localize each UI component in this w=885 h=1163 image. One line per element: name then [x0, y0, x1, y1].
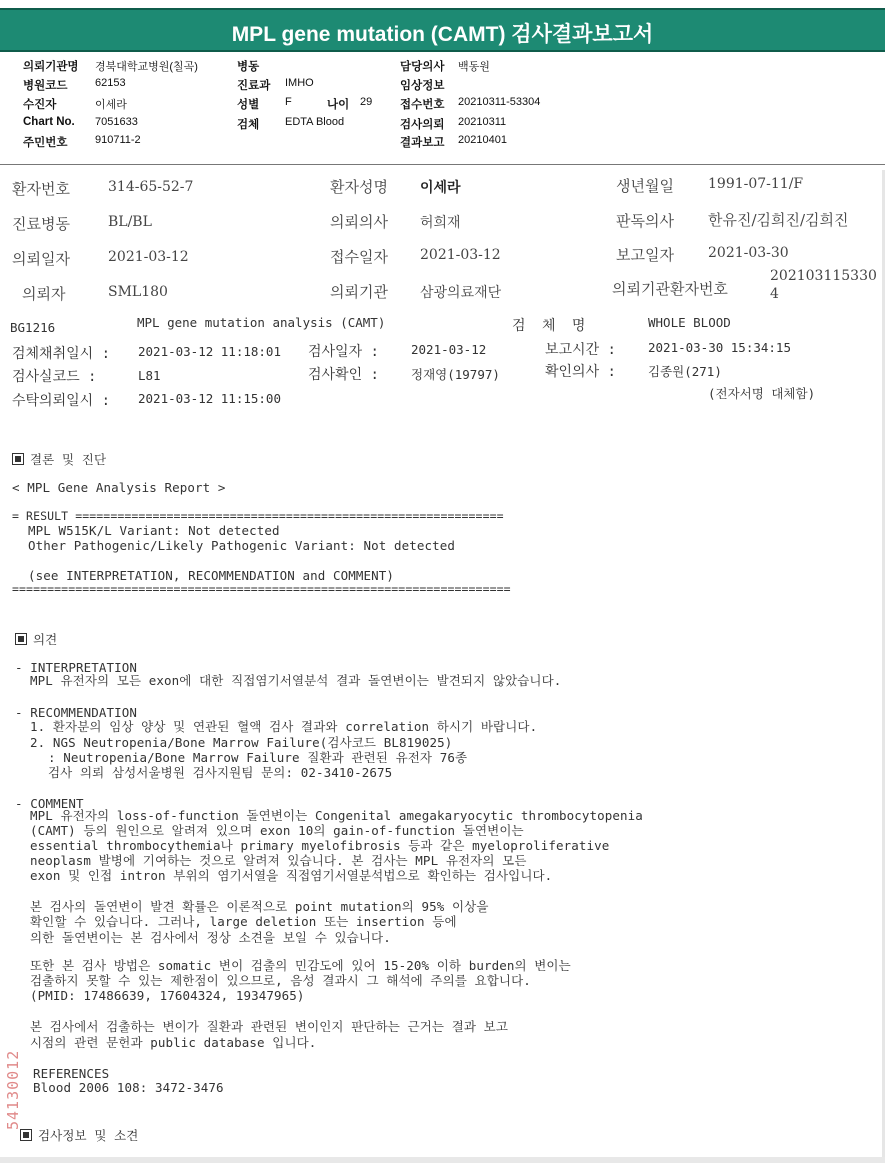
reference-1: Blood 2006 108: 3472-3476 — [33, 1080, 224, 1095]
report-label: 결과보고 — [400, 137, 445, 149]
institution-row — [23, 58, 79, 74]
doctor-label: 담당의사 — [400, 61, 445, 73]
room-value: L81 — [138, 368, 161, 383]
section-square-icon — [12, 453, 24, 465]
recv-date-label: 접수일자 — [330, 248, 388, 266]
hospital-code-label: 병원코드 — [23, 80, 68, 92]
exam-specimen-label: 검 체 명 — [512, 318, 586, 334]
confirm-doc-label: 확인의사 : — [545, 364, 616, 380]
collect-value: 2021-03-12 11:18:01 — [138, 344, 281, 359]
report-title-line: < MPL Gene Analysis Report > — [12, 480, 226, 495]
patient-label: 수진자 — [23, 99, 57, 111]
esign-note: (전자서명 대체함) — [708, 386, 816, 401]
recommendation-2: 2. NGS Neutropenia/Bone Marrow Failure(검사코드 BL819025) — [30, 735, 453, 750]
age-value: 29 — [360, 96, 373, 108]
conclusion-heading: 결론 및 진단 — [12, 450, 106, 468]
ward-label: 병동 — [237, 61, 260, 73]
comment-4: neoplasm 발병에 기여하는 것으로 알려져 있습니다. 본 검사는 MPL 유전자의 모든 — [30, 853, 527, 868]
patient-value: 이세라 — [95, 99, 127, 111]
exam-date-value: 2021-03-12 — [411, 342, 487, 357]
comment-11: (PMID: 17486639, 17604324, 19347965) — [30, 988, 305, 1003]
req-date-label: 의뢰일자 — [12, 250, 70, 268]
exam-date-label: 검사일자 : — [308, 344, 379, 360]
scan-edge-bottom — [0, 1157, 885, 1163]
recommendation-1: 1. 환자분의 임상 양상 및 연관된 혈액 검사 결과와 correlation 하시기 바랍니다. — [30, 719, 538, 734]
see-note: (see INTERPRETATION, RECOMMENDATION and COMMENT) — [28, 568, 395, 583]
comment-3: essential thrombocythemia나 primary myelofibrosis 등과 같은 myeloproliferative — [30, 838, 610, 853]
interpretation-title: - INTERPRETATION — [15, 660, 138, 675]
collect-label: 검체채취일시 : — [12, 346, 111, 362]
comment-1: MPL 유전자의 loss-of-function 돌연변이는 Congenital amegakaryocytic thrombocytopenia — [30, 808, 643, 823]
opinion-heading: 의견 — [15, 630, 57, 648]
receipt-value: 20210311-53304 — [458, 96, 541, 108]
comment-12: 본 검사에서 검출하는 변이가 질환과 관련된 변이인지 판단하는 근거는 결과 보고 — [30, 1019, 509, 1034]
patient-name-label: 환자성명 — [330, 178, 388, 196]
comment-2: (CAMT) 등의 원인으로 알려져 있으며 exon 10의 gain-of-function 돌연변이는 — [30, 823, 524, 838]
comment-8: 의한 돌연변이는 본 검사에서 정상 소견을 보일 수 있습니다. — [30, 930, 391, 945]
exam-code: BG1216 — [10, 320, 56, 335]
report-time-label: 보고시간 : — [545, 342, 616, 358]
rrn-label: 주민번호 — [23, 137, 68, 149]
consign-label: 수탁의뢰일시 : — [12, 393, 111, 409]
comment-7: 확인할 수 있습니다. 그러나, large deletion 또는 insertion 등에 — [30, 914, 457, 929]
specimen-value: EDTA Blood — [285, 116, 345, 128]
confirm-value: 정재영(19797) — [411, 367, 500, 382]
dept-label: 진료과 — [237, 80, 271, 92]
inst-patient-label: 의뢰기관환자번호 — [612, 280, 728, 298]
req-doctor-label: 의뢰의사 — [330, 213, 388, 231]
report-date-value: 2021-03-30 — [708, 245, 789, 261]
institution-value: 경북대학교병원(칠곡) — [95, 61, 198, 73]
patient-name-value: 이세라 — [420, 180, 461, 196]
result-mpl: MPL W515K/L Variant: Not detected — [28, 523, 280, 538]
birth-label: 생년월일 — [616, 177, 674, 195]
comment-13: 시점의 관련 문헌과 public database 입니다. — [30, 1035, 317, 1050]
comment-6: 본 검사의 돌연변이 발견 확률은 이론적으로 point mutation의 95% 이상을 — [30, 899, 489, 914]
confirm-label: 검사확인 : — [308, 367, 379, 383]
recommendation-3: : Neutropenia/Bone Marrow Failure 질환과 관련된 유전자 76종 — [48, 750, 468, 765]
report-title: MPL gene mutation (CAMT) 검사결과보고서 — [231, 23, 654, 46]
reading-label: 판독의사 — [616, 212, 674, 230]
report-date-label: 보고일자 — [616, 246, 674, 264]
req-date-value: 2021-03-12 — [108, 249, 189, 265]
reading-value: 한유진/김희진/김희진 — [708, 211, 849, 229]
recv-date-value: 2021-03-12 — [420, 247, 501, 263]
rrn-value: 910711-2 — [95, 134, 141, 146]
exam-name: MPL gene mutation analysis (CAMT) — [137, 315, 386, 330]
confirm-doc-value: 김종원(271) — [648, 364, 722, 379]
chart-label: Chart No. — [23, 116, 75, 128]
requester-value: SML180 — [108, 284, 168, 300]
side-serial-stamp: 54130012 — [4, 1049, 22, 1130]
chart-value: 7051633 — [95, 116, 138, 128]
req-inst-value: 삼광의료재단 — [420, 285, 502, 301]
sex-label: 성별 — [237, 99, 260, 111]
inst-patient-value-line1: 202103115330 — [770, 268, 877, 284]
request-value: 20210311 — [458, 116, 507, 128]
request-label: 검사의뢰 — [400, 119, 445, 131]
room-label: 검사실코드 : — [12, 369, 97, 385]
exam-specimen-value: WHOLE BLOOD — [648, 315, 731, 330]
birth-value: 1991-07-11/F — [708, 176, 804, 192]
result-other: Other Pathogenic/Likely Pathogenic Variant: Not detected — [28, 538, 456, 553]
specimen-label: 검체 — [237, 119, 260, 131]
info-heading: 검사정보 및 소견 — [20, 1126, 138, 1144]
requester-label: 의뢰자 — [22, 285, 66, 303]
references-title: REFERENCES — [33, 1066, 110, 1081]
clinical-label: 임상정보 — [400, 80, 445, 92]
patient-no-label: 환자번호 — [12, 180, 70, 198]
dept-value: IMHO — [285, 77, 314, 89]
age-label: 나이 — [327, 99, 350, 111]
institution-label: 의뢰기관명 — [23, 61, 79, 73]
sex-value: F — [285, 96, 292, 108]
report-time-value: 2021-03-30 15:34:15 — [648, 340, 791, 355]
recommendation-title: - RECOMMENDATION — [15, 705, 138, 720]
consign-value: 2021-03-12 11:15:00 — [138, 391, 281, 406]
report-value: 20210401 — [458, 134, 507, 146]
section-square-icon — [20, 1129, 32, 1141]
req-doctor-value: 허희재 — [420, 215, 461, 231]
result-end-rule: ======================================================================= — [12, 582, 511, 596]
comment-9: 또한 본 검사 방법은 somatic 변이 검출의 민감도에 있어 15-20% 이하 burden의 변이는 — [30, 958, 571, 973]
patient-no-value: 314-65-52-7 — [108, 179, 194, 195]
report-title-banner — [0, 8, 885, 52]
hospital-code-value: 62153 — [95, 77, 126, 89]
ward-table-value: BL/BL — [108, 214, 152, 230]
comment-5: exon 및 인접 intron 부위의 염기서열을 직접염기서열분석법으로 확인하는 검사입니다. — [30, 868, 553, 883]
req-inst-label: 의뢰기관 — [330, 283, 388, 301]
meta-divider — [0, 164, 885, 165]
ward-table-label: 진료병동 — [12, 215, 70, 233]
recommendation-4: 검사 의뢰 삼성서울병원 검사지원팀 문의: 02-3410-2675 — [48, 765, 393, 780]
result-rule: = RESULT ============================================================= — [12, 509, 504, 523]
doctor-value: 백동원 — [458, 61, 490, 73]
interpretation-text: MPL 유전자의 모든 exon에 대한 직접염기서열분석 결과 돌연변이는 발견되지 않았습니다. — [30, 673, 562, 688]
section-square-icon — [15, 633, 27, 645]
receipt-label: 접수번호 — [400, 99, 445, 111]
comment-title: - COMMENT — [15, 796, 84, 811]
inst-patient-value-line2: 4 — [770, 286, 779, 302]
comment-10: 검출하지 못할 수 있는 제한점이 있으므로, 음성 결과시 그 해석에 주의를 요합니다. — [30, 973, 531, 988]
